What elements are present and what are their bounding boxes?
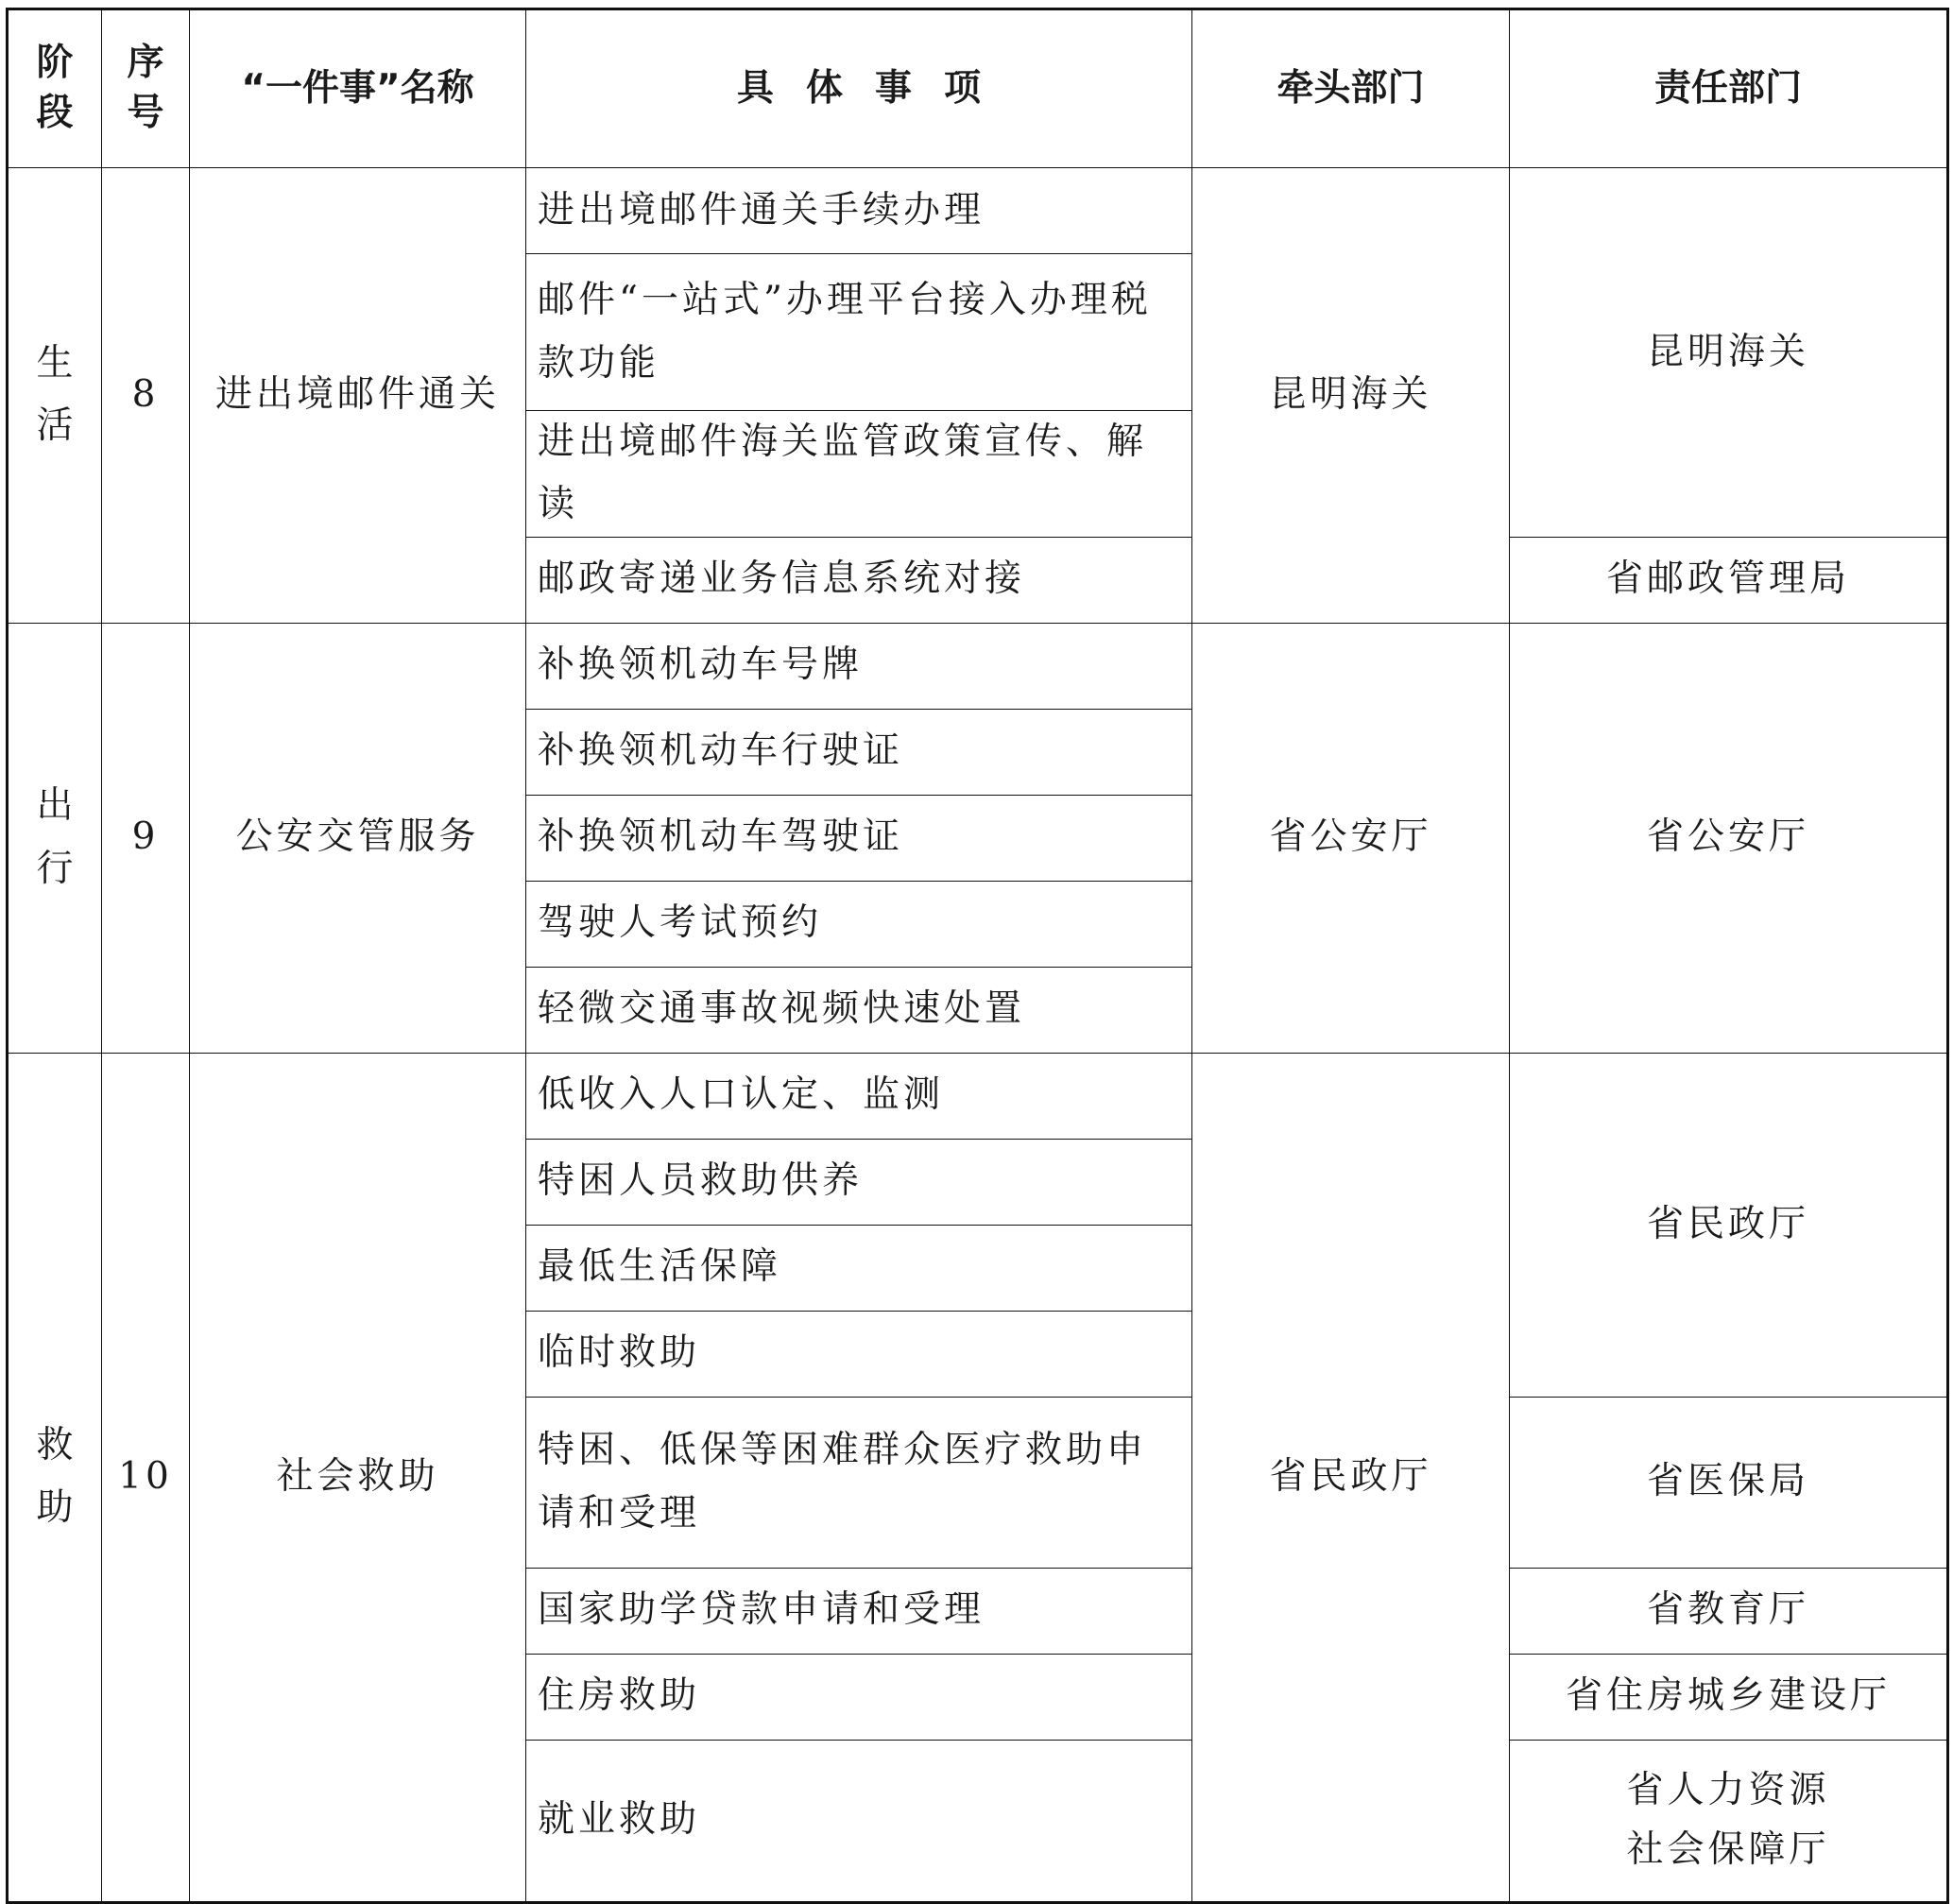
matter-name-cell: 社会救助 [190, 1053, 526, 1902]
item-cell: 邮件“一站式”办理平台接入办理税款功能 [526, 254, 1192, 411]
header-row [8, 9, 1948, 168]
stage-cell: 出行 [8, 623, 102, 1053]
matter-name-cell: 进出境邮件通关 [190, 168, 526, 624]
header-seq: 序号 [102, 9, 190, 168]
header-responsible: 责任部门 [1510, 9, 1948, 168]
item-cell: 补换领机动车行驶证 [526, 709, 1192, 795]
matter-name-cell: 公安交管服务 [190, 623, 526, 1053]
task-table [6, 8, 1949, 1904]
responsible-dept-cell: 省民政厅 [1510, 1053, 1948, 1397]
table-wrapper [6, 8, 1946, 1904]
responsible-dept-cell: 省公安厅 [1510, 623, 1948, 1053]
responsible-dept-cell: 昆明海关 [1510, 168, 1948, 538]
stage-cell: 生活 [8, 168, 102, 624]
item-cell: 补换领机动车驾驶证 [526, 795, 1192, 881]
table-row [8, 168, 1948, 254]
header-items: 具体事项 [526, 9, 1192, 168]
seq-cell: 10 [102, 1053, 190, 1902]
seq-cell: 8 [102, 168, 190, 624]
item-cell: 国家助学贷款申请和受理 [526, 1568, 1192, 1654]
item-cell: 特困、低保等困难群众医疗救助申请和受理 [526, 1397, 1192, 1568]
seq-cell: 9 [102, 623, 190, 1053]
responsible-dept-cell: 省住房城乡建设厅 [1510, 1654, 1948, 1740]
header-stage: 阶段 [8, 9, 102, 168]
item-cell: 进出境邮件通关手续办理 [526, 168, 1192, 254]
item-cell: 进出境邮件海关监管政策宣传、解读 [526, 411, 1192, 538]
responsible-dept-cell: 省邮政管理局 [1510, 537, 1948, 623]
responsible-dept-cell: 省教育厅 [1510, 1568, 1948, 1654]
item-cell: 住房救助 [526, 1654, 1192, 1740]
lead-dept-cell: 省公安厅 [1192, 623, 1510, 1053]
item-cell: 最低生活保障 [526, 1225, 1192, 1311]
lead-dept-cell: 省民政厅 [1192, 1053, 1510, 1902]
responsible-dept-cell: 省医保局 [1510, 1397, 1948, 1568]
stage-cell: 救助 [8, 1053, 102, 1902]
table-row [8, 1053, 1948, 1139]
item-cell: 临时救助 [526, 1311, 1192, 1397]
item-cell: 驾驶人考试预约 [526, 881, 1192, 967]
header-lead: 牵头部门 [1192, 9, 1510, 168]
header-name: “一件事”名称 [190, 9, 526, 168]
table-row [8, 623, 1948, 709]
responsible-dept-cell: 省人力资源社会保障厅 [1510, 1740, 1948, 1902]
item-cell: 低收入人口认定、监测 [526, 1053, 1192, 1139]
item-cell: 邮政寄递业务信息系统对接 [526, 537, 1192, 623]
item-cell: 就业救助 [526, 1740, 1192, 1902]
item-cell: 轻微交通事故视频快速处置 [526, 967, 1192, 1053]
item-cell: 补换领机动车号牌 [526, 623, 1192, 709]
lead-dept-cell: 昆明海关 [1192, 168, 1510, 624]
item-cell: 特困人员救助供养 [526, 1139, 1192, 1225]
